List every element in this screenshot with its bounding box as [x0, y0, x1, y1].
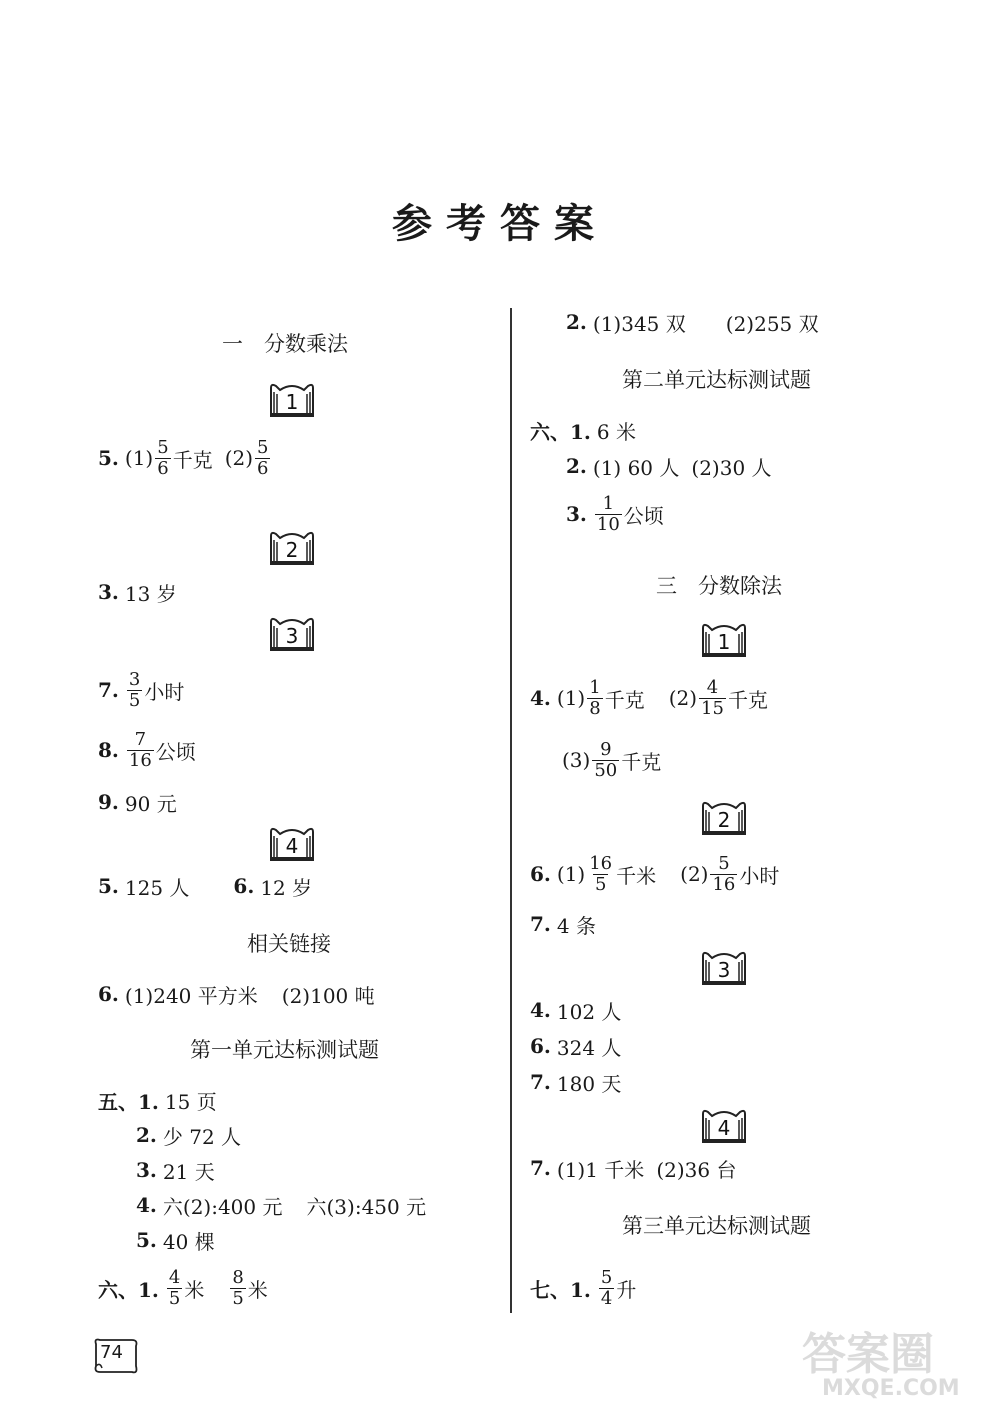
- answer-line: 五、1. 15 页: [98, 1089, 217, 1114]
- fraction: $\frac{3}{5}$: [128, 668, 141, 711]
- answer-line: 4. 六(2):400 元 六(3):450 元: [136, 1193, 427, 1219]
- lesson-badge-1: [700, 620, 748, 660]
- page-number: 74: [100, 1342, 123, 1363]
- lesson-badge-number: 2: [285, 538, 299, 562]
- watermark-site: MXQE.COM: [822, 1376, 960, 1401]
- lesson-badge-number: 4: [717, 1116, 731, 1140]
- answer-line: 7. (1)1 千米 (2)36 台: [530, 1156, 737, 1182]
- answer-line: 7. 4 条: [530, 912, 596, 938]
- lesson-badge-number: 1: [717, 630, 731, 654]
- answer-line: 六、1. $\frac{4}{5}$ 米 $\frac{8}{5}$ 米: [98, 1266, 268, 1309]
- answer-line: 3. 21 天: [136, 1158, 215, 1184]
- lesson-badge-3: [700, 948, 748, 988]
- answer-line: 2. 少 72 人: [136, 1123, 242, 1149]
- fraction: $\frac{4}{15}$: [701, 676, 724, 719]
- answer-line: 3. $\frac{1}{10}$ 公顷: [566, 492, 664, 535]
- fraction: $\frac{9}{50}$: [594, 738, 618, 781]
- lesson-badge-icon: [268, 380, 316, 420]
- lesson-badge-icon: [268, 824, 316, 864]
- lesson-badge-number: 3: [285, 624, 299, 648]
- lesson-badge-icon: [268, 614, 316, 654]
- lesson-badge-icon: [700, 948, 748, 988]
- answer-line: 8. $\frac{7}{16}$ 公顷: [98, 728, 196, 771]
- answer-line: 4. 102 人: [530, 998, 622, 1024]
- fraction: $\frac{4}{5}$: [168, 1266, 181, 1309]
- fraction: $\frac{1}{10}$: [596, 492, 620, 535]
- fraction: $\frac{5}{4}$: [600, 1266, 613, 1309]
- answer-line: 六、1. 6 米: [530, 419, 636, 444]
- answer-line: 9. 90 元: [98, 790, 177, 816]
- lesson-badge-number: 2: [717, 808, 731, 832]
- section-heading-unit1: 一 分数乘法: [222, 332, 348, 356]
- answer-line: 6. 324 人: [530, 1034, 622, 1060]
- page-title: 参考答案: [392, 200, 608, 247]
- page-number-badge: [92, 1336, 140, 1376]
- section-heading-link: 相关链接: [247, 932, 331, 956]
- fraction: $\frac{16}{5}$: [589, 852, 613, 895]
- lesson-badge-4: [268, 824, 316, 864]
- answer-line: 5. (1) $\frac{5}{6}$ 千克 (2) $\frac{5}{6}$: [98, 436, 269, 479]
- answer-line: 5. 40 棵: [136, 1228, 215, 1254]
- answer-line: 2. (1) 60 人 (2)30 人: [566, 454, 772, 480]
- answer-line: 3. 13 岁: [98, 580, 177, 606]
- answer-line: 6. (1)240 平方米 (2)100 吨: [98, 982, 375, 1008]
- answer-line: 4. (1) $\frac{1}{8}$ 千克 (2) $\frac{4}{15}$ 千克: [530, 676, 768, 719]
- lesson-badge-1: [268, 380, 316, 420]
- lesson-badge-4: [700, 1106, 748, 1146]
- fraction: $\frac{8}{5}$: [232, 1266, 244, 1309]
- fraction: $\frac{5}{6}$: [257, 436, 269, 479]
- fraction: $\frac{5}{6}$: [157, 436, 169, 479]
- answer-line: (3) $\frac{9}{50}$ 千克: [562, 738, 662, 781]
- section-heading-unit3: 三 分数除法: [656, 574, 782, 598]
- answer-line: 6. (1) $\frac{16}{5}$ 千米 (2) $\frac{5}{16}$ 小时: [530, 852, 780, 895]
- column-divider: [510, 308, 512, 1313]
- section-heading-test1: 第一单元达标测试题: [190, 1038, 379, 1062]
- section-heading-test3: 第三单元达标测试题: [622, 1214, 811, 1238]
- answer-line: 7. $\frac{3}{5}$ 小时: [98, 668, 185, 711]
- answer-line: 7. 180 天: [530, 1070, 622, 1096]
- lesson-badge-icon: [700, 798, 748, 838]
- fraction: $\frac{7}{16}$: [128, 728, 152, 771]
- lesson-badge-3: [268, 614, 316, 654]
- fraction: $\frac{1}{8}$: [589, 676, 601, 719]
- watermark: [802, 1318, 992, 1413]
- answer-line: 2. (1)345 双 (2)255 双: [566, 310, 819, 336]
- lesson-badge-icon: [700, 1106, 748, 1146]
- lesson-badge-number: 3: [717, 958, 731, 982]
- lesson-badge-number: 1: [285, 390, 299, 414]
- lesson-badge-2: [268, 528, 316, 568]
- lesson-badge-icon: [268, 528, 316, 568]
- answer-line: 七、1. $\frac{5}{4}$ 升: [530, 1266, 637, 1309]
- answer-line: 5. 125 人 6. 12 岁: [98, 874, 313, 900]
- lesson-badge-icon: [700, 620, 748, 660]
- lesson-badge-2: [700, 798, 748, 838]
- section-heading-test2: 第二单元达标测试题: [622, 368, 811, 392]
- watermark-logo: 答案圈: [802, 1329, 934, 1380]
- fraction: $\frac{5}{16}$: [712, 852, 736, 895]
- lesson-badge-number: 4: [285, 834, 299, 858]
